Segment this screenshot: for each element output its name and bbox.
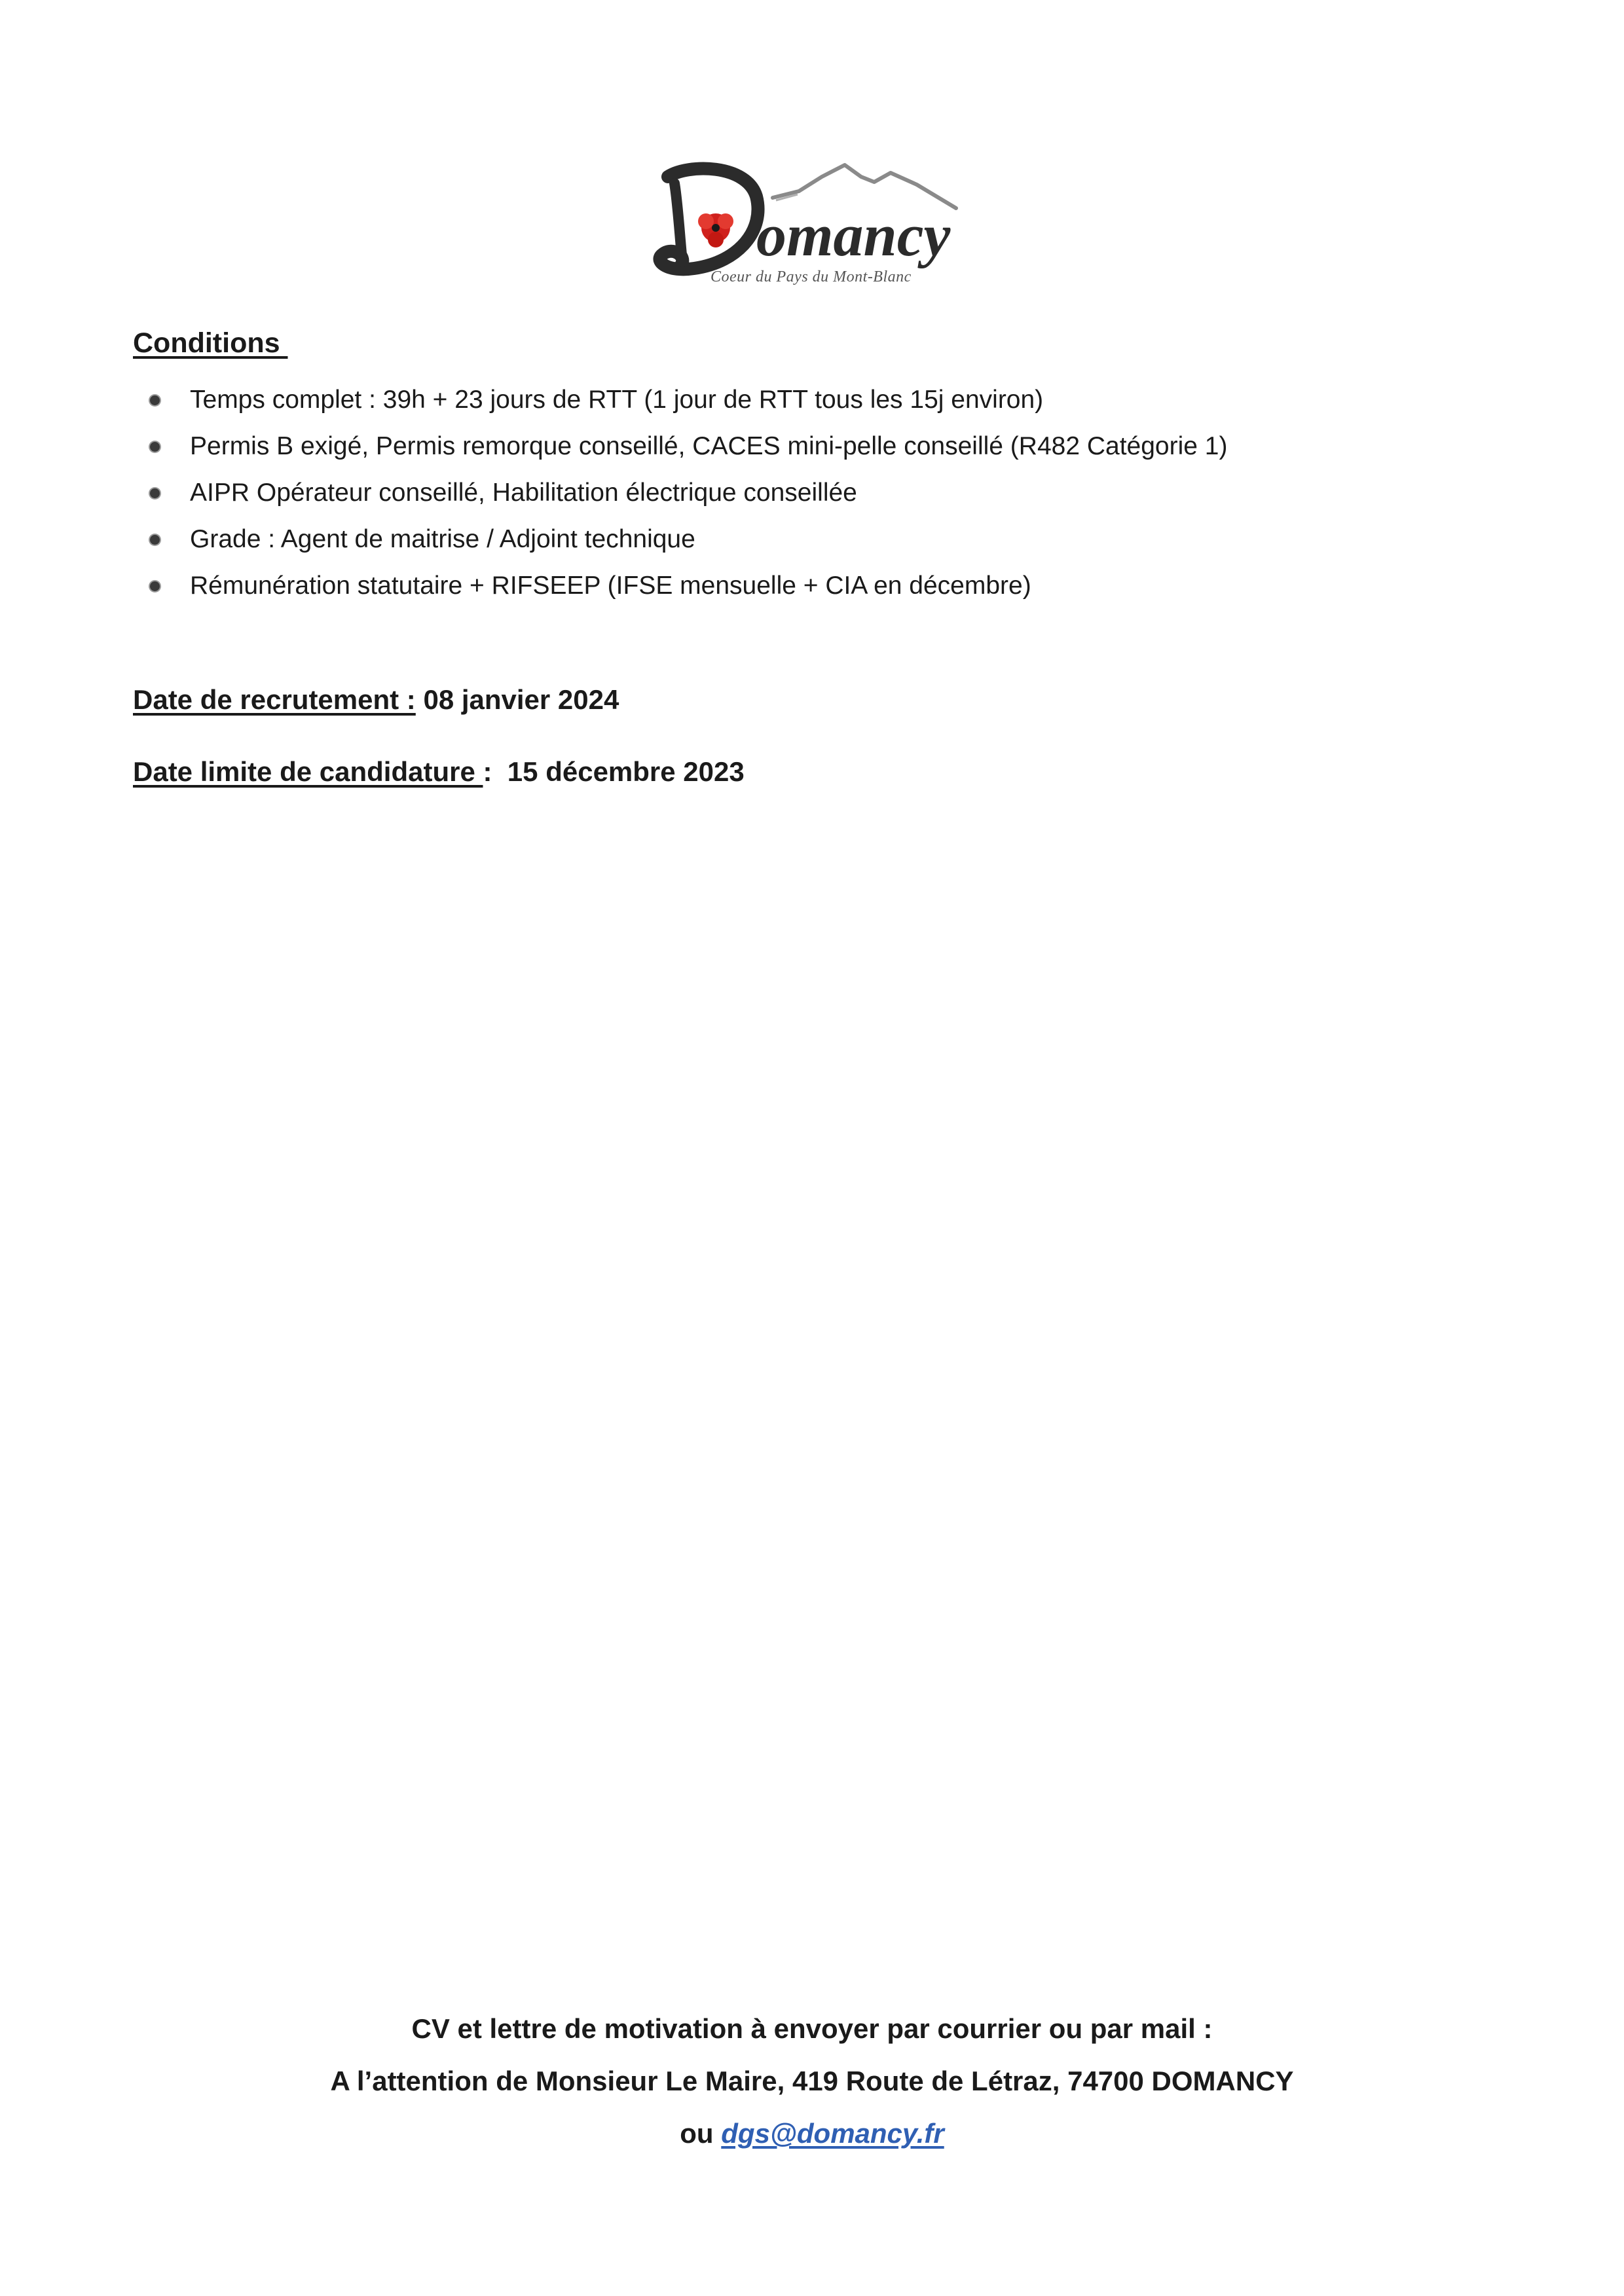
bullet-icon	[150, 488, 160, 498]
condition-text: Rémunération statutaire + RIFSEEP (IFSE mensuelle + CIA en décembre)	[190, 572, 1031, 600]
logo-wordmark: omancy	[756, 202, 951, 268]
date-limite-candidature	[133, 756, 745, 788]
list-item	[133, 516, 1227, 562]
list-item	[133, 469, 1227, 516]
list-item	[133, 376, 1227, 423]
date-limite-value: : 15 décembre 2023	[483, 756, 745, 787]
bullet-icon	[150, 581, 160, 591]
date-limite-label: Date limite de candidature	[133, 756, 483, 787]
condition-text: Permis B exigé, Permis remorque conseillé, CACES mini-pelle conseillé (R482 Catégorie 1)	[190, 432, 1228, 460]
email-link[interactable]: dgs@domancy.fr	[721, 2118, 944, 2149]
conditions-list	[133, 376, 1227, 609]
date-recrutement-label: Date de recrutement :	[133, 684, 416, 715]
logo-tagline: Coeur du Pays du Mont-Blanc	[710, 268, 912, 285]
footer-contact	[0, 2118, 1624, 2149]
condition-text: Grade : Agent de maitrise / Adjoint technique	[190, 525, 695, 553]
footer-instructions: CV et lettre de motivation à envoyer par courrier ou par mail :	[411, 2013, 1213, 2044]
date-recrutement	[133, 684, 619, 716]
footer-address: A l’attention de Monsieur Le Maire, 419 Route de Létraz, 74700 DOMANCY	[330, 2066, 1294, 2096]
bullet-icon	[150, 442, 160, 452]
condition-text: AIPR Opérateur conseillé, Habilitation électrique conseillée	[190, 479, 857, 507]
bullet-icon	[150, 395, 160, 405]
footer-or: ou	[680, 2118, 722, 2149]
bullet-icon	[150, 535, 160, 545]
condition-text: Temps complet : 39h + 23 jours de RTT (1 jour de RTT tous les 15j environ)	[190, 386, 1044, 414]
conditions-heading: Conditions	[133, 327, 288, 359]
date-recrutement-value: 08 janvier 2024	[415, 684, 619, 715]
list-item	[133, 562, 1227, 609]
list-item	[133, 423, 1227, 469]
